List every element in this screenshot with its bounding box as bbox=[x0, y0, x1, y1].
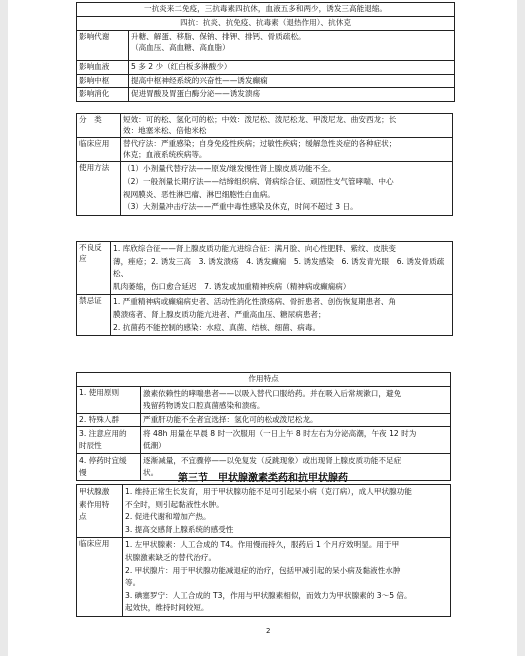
row-content: （1）小剂量代替疗法——原发/继发慢性肾上腺皮质功能不全。 （2）一般剂量长期疗法——结缔组织病、肾病综合征、顽固性支气管哮喘、中心 视网膜炎、恶性淋巴瘤、淋巴细胞性白血病。 （3）大剂量冲击疗法——严重中毒性感染及休克，时间不超过 3 日。 bbox=[121, 162, 453, 216]
row-label: 影响代谢 bbox=[77, 31, 129, 61]
document-page bbox=[8, 0, 517, 656]
row-label: 甲状腺激 素作用特 点 bbox=[77, 485, 123, 538]
row-content: 替代疗法：严重感染；自身免疫性疾病；过敏性疾病；缓解急性炎症的各种症状； 休克；血液系统疾病等。 bbox=[121, 138, 453, 162]
row-label: 4. 停药时宜缓 慢 bbox=[77, 454, 141, 481]
row-content: 激素依赖性的哮喘患者——以吸入替代口服给药。并在吸入后常规漱口，避免 残留药物诱发口腔真菌感染和溃疡。 bbox=[141, 386, 451, 413]
row-label: 临床应用 bbox=[77, 538, 123, 617]
glucocorticoid-effects-table bbox=[76, 2, 455, 102]
classification-usage-table bbox=[76, 113, 453, 216]
row-label: 影响中枢 bbox=[77, 74, 129, 88]
row-label: 禁忌证 bbox=[77, 295, 111, 336]
mnemonic-banner: 一抗炎来二免疫，三抗毒素四抗休，血液五多和两少，诱发三高能退缩。 bbox=[77, 3, 455, 17]
row-content: 1. 维持正常生长发育，用于甲状腺功能不足可引起呆小病（克汀病），成人甲状腺功能 不全时，则引起黏液性水肿。 2. 促进代谢和增加产热。 3. 提高交感肾上腺系统的感受性 bbox=[123, 485, 451, 538]
row-content: 提高中枢神经系统的兴奋性——诱发癫痫 bbox=[129, 74, 455, 88]
features-header: 作用特点 bbox=[77, 373, 451, 387]
row-content: 1. 左甲状腺素：人工合成的 T4。作用慢而持久，服药后 1 个月疗效明显。用于甲 状腺激素缺乏的替代治疗。 2. 甲状腺片：用于甲状腺功能减退症的治疗，包括甲减引起的呆小病及黏液性水肿 等。 3. 碘塞罗宁：人工合成的 T3，作用与甲状腺素相似，而效力为甲状腺素的 3～5 倍。 起效快，维持时间较短。 bbox=[123, 538, 451, 617]
page-number: 2 bbox=[266, 627, 271, 635]
row-label: 分 类 bbox=[77, 114, 121, 138]
row-label: 不良反 应 bbox=[77, 242, 111, 295]
row-label: 临床应用 bbox=[77, 138, 121, 162]
row-label: 1. 使用原则 bbox=[77, 386, 141, 413]
row-content: 5 多 2 少（红白板多淋酸少） bbox=[129, 61, 455, 75]
row-content: 促进胃酸及胃蛋白酶分泌——诱发溃疡 bbox=[129, 88, 455, 102]
row-content: 短效：可的松、氢化可的松；中效：泼尼松、泼尼松龙、甲泼尼龙、曲安西龙；长 效：地塞米松、倍他米松 bbox=[121, 114, 453, 138]
row-label: 2. 特殊人群 bbox=[77, 413, 141, 427]
row-label: 使用方法 bbox=[77, 162, 121, 216]
adverse-contraindication-table bbox=[76, 241, 453, 336]
features-table bbox=[76, 372, 451, 481]
row-content: 1. 库欣综合征——肾上腺皮质功能亢进综合征：满月脸、向心性肥胖、紫纹、皮肤变 薄，痤疮；2. 诱发三高 3. 诱发溃疡 4. 诱发癫痫 5. 诱发感染 6. 诱发青光眼 6. 诱发骨质疏松、 肌肉萎缩，伤口愈合延迟 7. 诱发或加重精神疾病（精神病或癫痫病） bbox=[111, 242, 453, 295]
section-title: 第三节 甲状腺激素类药和抗甲状腺药 bbox=[178, 473, 348, 484]
thyroid-table bbox=[76, 484, 451, 617]
row-content: 升糖、解蛋、移脂、保钠、排钾、排钙、骨质疏松。 （高血压、高血糖、高血脂） bbox=[129, 31, 455, 61]
row-content: 将 48h 用量在早晨 8 时一次服用（一日上午 8 时左右为分泌高潮，午夜 12 时为 低潮） bbox=[141, 427, 451, 454]
row-content: 逐渐减量，不宜骤停——以免复发（反跳现象）或出现肾上腺皮质功能不足症 状。 bbox=[141, 454, 451, 481]
row-label: 3. 注意应用的 时辰性 bbox=[77, 427, 141, 454]
row-content: 1. 严重精神病或癫痫病史者、活动性消化性溃疡病、骨折患者、创伤恢复期患者、角 膜溃疡者、肾上腺皮质功能亢进者、严重高血压、糖尿病患者； 2. 抗菌药不能控制的感染：水痘、真菌、结核、细菌、病毒。 bbox=[111, 295, 453, 336]
row-content: 严重肝功能不全者宜选择：氢化可的松或泼尼松龙。 bbox=[141, 413, 451, 427]
row-label: 影响血液 bbox=[77, 61, 129, 75]
four-anti-header: 四抗：抗炎、抗免疫、抗毒素（退热作用）、抗休克 bbox=[77, 17, 455, 31]
row-label: 影响消化 bbox=[77, 88, 129, 102]
